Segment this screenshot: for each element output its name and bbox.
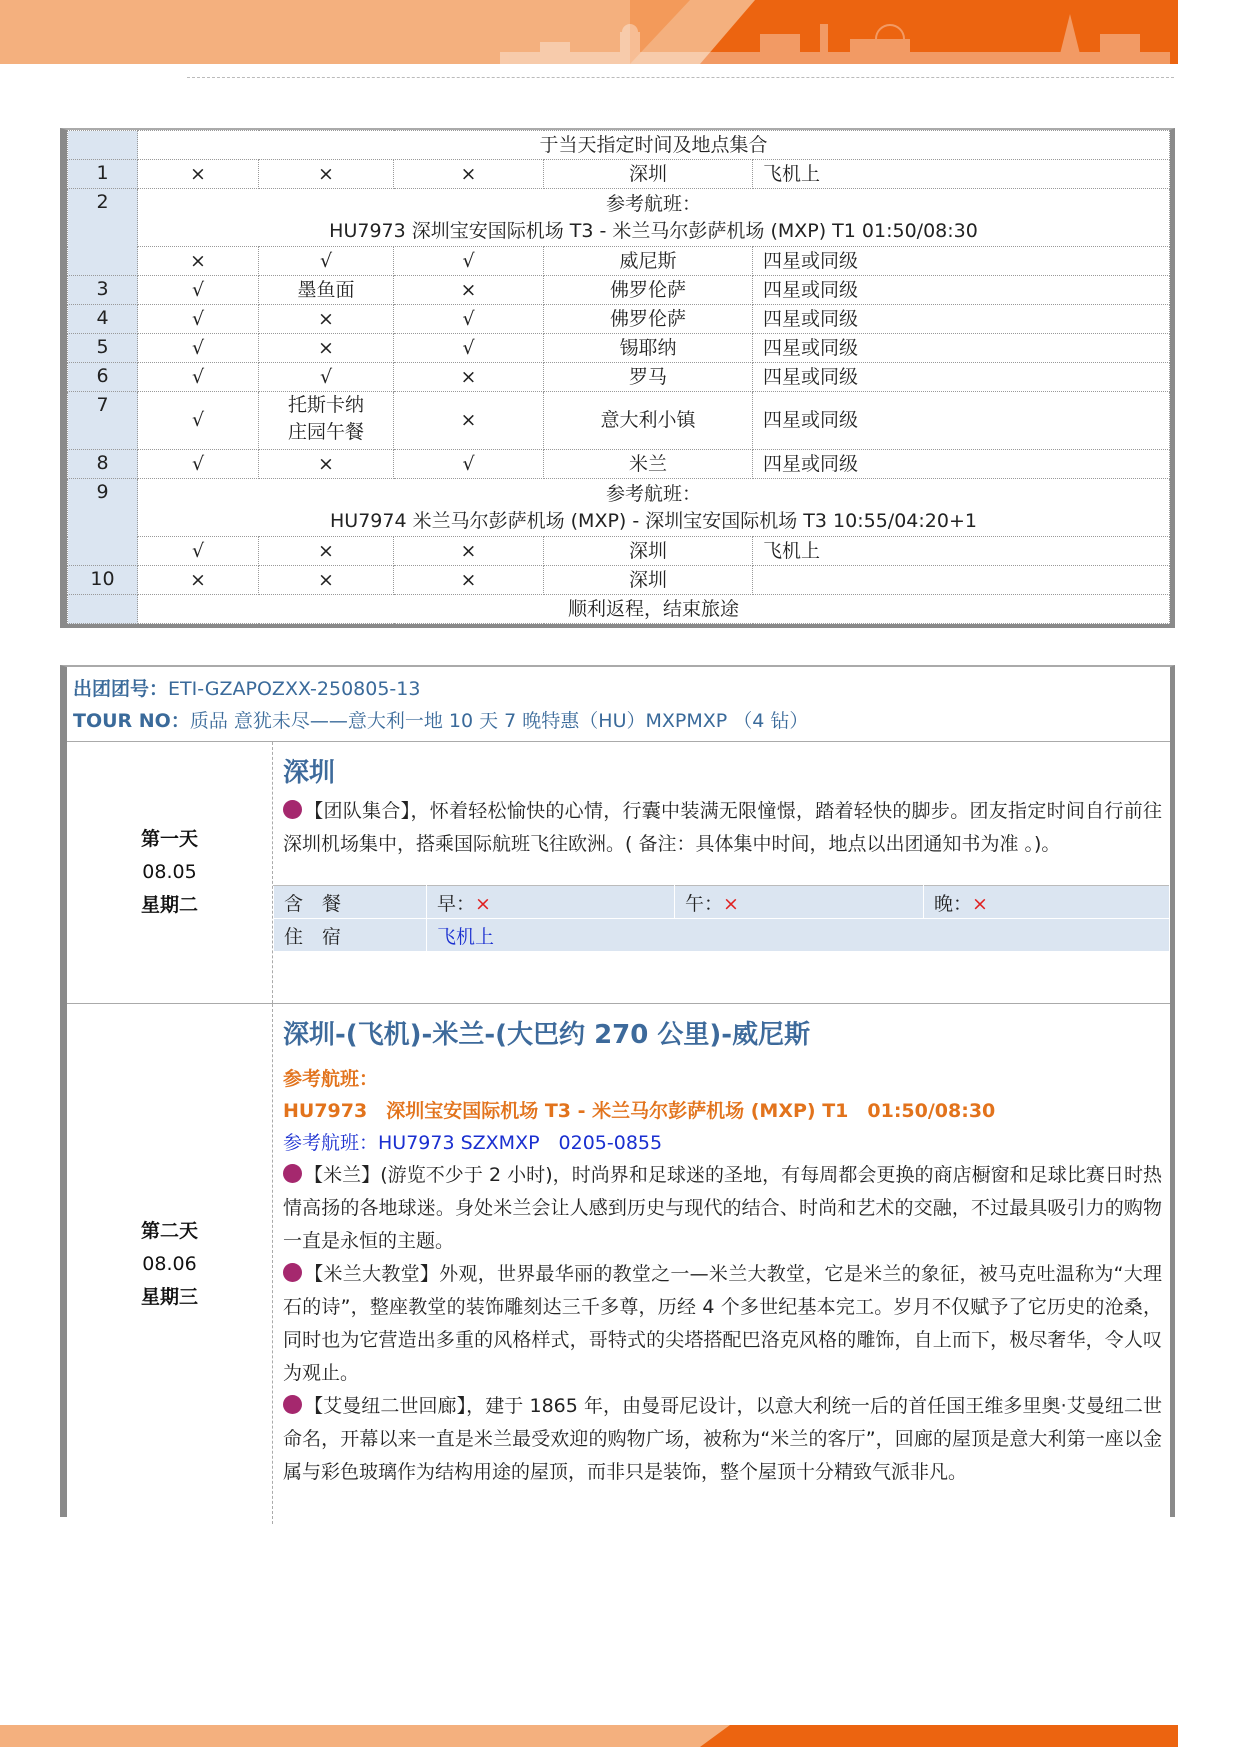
- table-row: [68, 363, 1170, 392]
- day-weekday: 星期二: [140, 894, 198, 916]
- table-cell: √: [138, 450, 259, 479]
- meal-table: [273, 885, 1170, 952]
- day-number: 3: [68, 276, 138, 305]
- table-cell: ×: [394, 363, 544, 392]
- day-number: 1: [68, 160, 138, 189]
- table-cell: √: [138, 334, 259, 363]
- meal-label: 含 餐: [274, 886, 427, 919]
- lunch: 午：×: [675, 886, 924, 919]
- day-number: 9: [68, 479, 138, 566]
- table-cell: 四星或同级: [753, 247, 1170, 276]
- table-cell: ×: [259, 450, 394, 479]
- day-paragraph: 【团队集合】，怀着轻松愉快的心情，行囊中装满无限憧憬，踏着轻快的脚步。团友指定时间自行前往深圳机场集中，搭乘国际航班飞往欧洲。( 备注：具体集中时间，地点以出团通知书为准 。)。: [283, 800, 1162, 855]
- table-cell: 佛罗伦萨: [544, 305, 753, 334]
- day-number: 5: [68, 334, 138, 363]
- table-cell: 深圳: [544, 160, 753, 189]
- table-cell: 飞机上: [753, 160, 1170, 189]
- table-cell: 四星或同级: [753, 392, 1170, 450]
- day-paragraph: 【米兰大教堂】外观，世界最华丽的教堂之一—米兰大教堂，它是米兰的象征，被马克吐温称为“大理石的诗”，整座教堂的装饰雕刻达三千多尊，历经 4 个多世纪基本完工。岁月不仅赋予了它历史的沧桑，同时也为它营造出多重的风格样式，哥特式的尖塔搭配巴洛克风格的雕饰，自上而下，极尽奢华，令人叹为观止。: [283, 1263, 1162, 1384]
- bullet-icon: [283, 1164, 302, 1183]
- table-cell: 锡耶纳: [544, 334, 753, 363]
- tour-name: 质品 意犹未尽——意大利一地 10 天 7 晚特惠（HU）MXPMXP （4 钻）: [189, 710, 809, 732]
- day-title: 深圳-(飞机)-米兰-(大巴约 270 公里)-威尼斯: [283, 1020, 811, 1050]
- table-row: [68, 189, 1170, 247]
- day-number: 8: [68, 450, 138, 479]
- header-banner: [0, 0, 1178, 64]
- breakfast: 早：×: [427, 886, 675, 919]
- table-cell: ×: [394, 537, 544, 566]
- table-cell: √: [259, 363, 394, 392]
- table-cell: ×: [138, 566, 259, 595]
- footer-banner: [0, 1725, 1178, 1747]
- bullet-icon: [283, 1395, 302, 1414]
- day-date: 08.05: [142, 861, 197, 883]
- tour-header: [67, 667, 1170, 742]
- bullet-icon: [283, 1263, 302, 1282]
- table-cell: 四星或同级: [753, 305, 1170, 334]
- table-row: [68, 566, 1170, 595]
- day-number: 6: [68, 363, 138, 392]
- table-cell: ×: [394, 392, 544, 450]
- table-cell: √: [259, 247, 394, 276]
- table-cell: 飞机上: [753, 537, 1170, 566]
- table-cell: ×: [138, 247, 259, 276]
- table-cell: √: [394, 450, 544, 479]
- table-cell: √: [138, 537, 259, 566]
- table-cell: √: [394, 305, 544, 334]
- flight-cell: 参考航班： HU7974 米兰马尔彭萨机场 (MXP) - 深圳宝安国际机场 T3 10:55/04:20+1: [138, 479, 1170, 537]
- table-cell: ×: [138, 160, 259, 189]
- day-label: 第二天: [140, 1219, 198, 1242]
- table-cell: ×: [259, 537, 394, 566]
- table-cell: 罗马: [544, 363, 753, 392]
- table-cell: √: [138, 363, 259, 392]
- table-row: [68, 595, 1170, 624]
- table-cell: 墨鱼面: [259, 276, 394, 305]
- table-cell: ×: [394, 160, 544, 189]
- group-label: 出团团号：: [73, 678, 169, 700]
- day-paragraph: 【艾曼纽二世回廊】，建于 1865 年，由曼哥尼设计，以意大利统一后的首任国王维多里奥·艾曼纽二世命名，开幕以来一直是米兰最受欢迎的购物广场，被称为“米兰的客厅”，回廊的屋顶是意大利第一座以金属与彩色玻璃作为结构用途的屋顶，而非只是装饰，整个屋顶十分精致气派非凡。: [283, 1395, 1162, 1483]
- day-label: 第一天: [140, 828, 198, 850]
- table-row: [68, 450, 1170, 479]
- table-cell: √: [394, 247, 544, 276]
- merged-cell: 于当天指定时间及地点集合: [138, 131, 1170, 160]
- table-cell: ×: [259, 566, 394, 595]
- day-weekday: 星期三: [140, 1285, 198, 1308]
- table-row: [68, 334, 1170, 363]
- table-cell: 威尼斯: [544, 247, 753, 276]
- day-paragraph: 【米兰】(游览不少于 2 小时)，时尚界和足球迷的圣地，有每周都会更换的商店橱窗和足球比赛日时热情高扬的各地球迷。身处米兰会让人感到历史与现代的结合、时尚和艺术的交融，不过最具吸引力的购物一直是永恒的主题。: [283, 1164, 1162, 1252]
- merged-cell: 顺利返程，结束旅途: [138, 595, 1170, 624]
- flight-cell: 参考航班： HU7973 深圳宝安国际机场 T3 - 米兰马尔彭萨机场 (MXP) T1 01:50/08:30: [138, 189, 1170, 247]
- dinner: 晚：×: [924, 886, 1170, 919]
- table-row: [68, 537, 1170, 566]
- day-title: 深圳: [283, 758, 336, 788]
- table-cell: ×: [259, 305, 394, 334]
- lodging-value: 飞机上: [427, 919, 1170, 952]
- day-number: 2: [68, 189, 138, 276]
- flight-label: 参考航班：: [283, 1068, 379, 1090]
- table-cell: 深圳: [544, 537, 753, 566]
- day-2: [67, 1004, 1170, 1524]
- table-cell: 佛罗伦萨: [544, 276, 753, 305]
- table-row: [68, 276, 1170, 305]
- city-skyline-icon: [500, 14, 1170, 64]
- table-cell: ×: [259, 160, 394, 189]
- table-cell: 四星或同级: [753, 363, 1170, 392]
- table-row: [68, 305, 1170, 334]
- day-date: 08.06: [142, 1252, 197, 1275]
- day-number: [68, 595, 138, 624]
- flight-reference: 参考航班：HU7973 SZXMXP 0205-0855: [283, 1132, 663, 1154]
- bullet-icon: [283, 800, 302, 819]
- table-row: [68, 247, 1170, 276]
- table-cell: 米兰: [544, 450, 753, 479]
- lodging-label: 住 宿: [274, 919, 427, 952]
- table-cell: 四星或同级: [753, 276, 1170, 305]
- table-cell: ×: [259, 334, 394, 363]
- table-cell: 深圳: [544, 566, 753, 595]
- flight-info: HU7973 深圳宝安国际机场 T3 - 米兰马尔彭萨机场 (MXP) T1 01:50/08:30: [283, 1100, 996, 1122]
- table-row: [68, 131, 1170, 160]
- table-cell: 意大利小镇: [544, 392, 753, 450]
- table-cell: ×: [394, 276, 544, 305]
- table-cell: √: [394, 334, 544, 363]
- itinerary-frame: [60, 665, 1175, 1517]
- table-cell: √: [138, 276, 259, 305]
- day-number: [68, 131, 138, 160]
- day-number: 4: [68, 305, 138, 334]
- tour-label: TOUR NO：: [73, 710, 190, 732]
- schedule-table-frame: [60, 128, 1175, 628]
- table-cell: 四星或同级: [753, 334, 1170, 363]
- schedule-table: [67, 130, 1170, 624]
- table-row: [68, 392, 1170, 450]
- table-row: [68, 479, 1170, 537]
- table-cell: 四星或同级: [753, 450, 1170, 479]
- day-number: 7: [68, 392, 138, 450]
- table-cell: √: [138, 392, 259, 450]
- table-cell: √: [138, 305, 259, 334]
- table-cell: 托斯卡纳庄园午餐: [259, 392, 394, 450]
- group-number: ETI-GZAPOZXX-250805-13: [168, 678, 421, 700]
- day-1: [67, 742, 1170, 1004]
- table-cell: ×: [394, 566, 544, 595]
- day-number: 10: [68, 566, 138, 595]
- header-divider: [187, 77, 1174, 78]
- table-row: [68, 160, 1170, 189]
- table-cell: [753, 566, 1170, 595]
